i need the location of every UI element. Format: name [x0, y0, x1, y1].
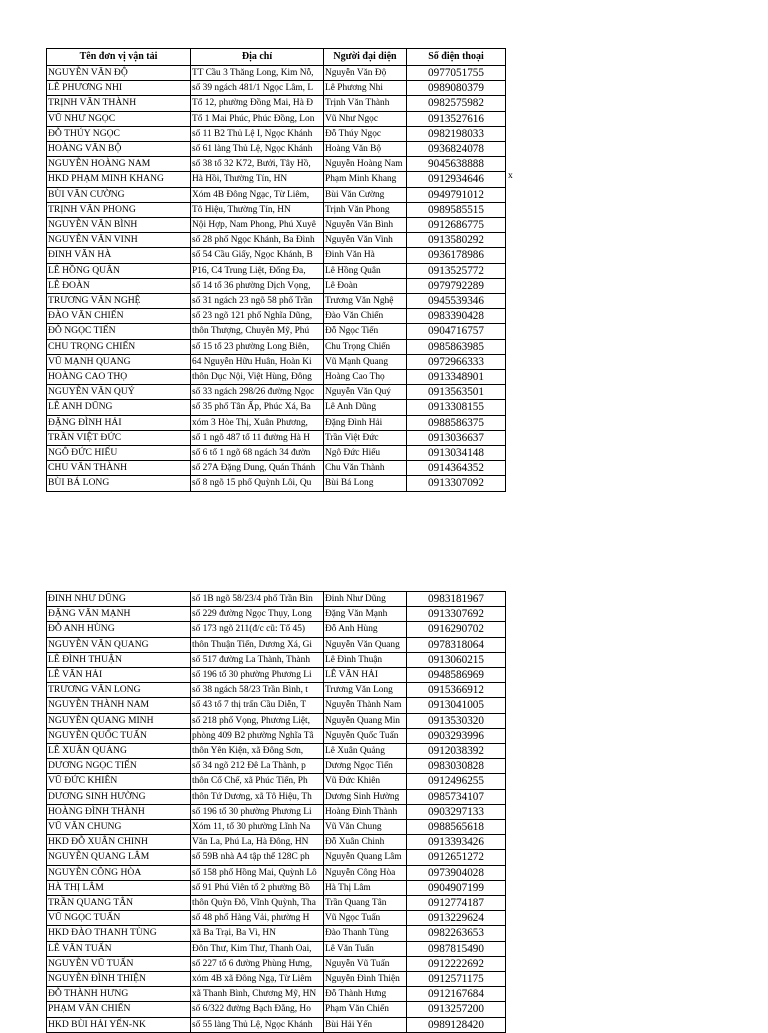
- phone-cell: 0988565618: [407, 820, 506, 835]
- address-cell: thôn Dục Nội, Việt Hùng, Đông: [191, 370, 324, 385]
- representative-cell: Vũ Văn Chung: [324, 820, 407, 835]
- company-name-cell: DƯƠNG SINH HƯỜNG: [47, 789, 191, 804]
- address-cell: số 39 ngách 481/1 Ngọc Lâm, L: [191, 81, 324, 96]
- representative-cell: Vũ Mạnh Quang: [324, 354, 407, 369]
- address-cell: số 38 ngách 58/23 Trần Bình, t: [191, 683, 324, 698]
- company-name-cell: VŨ VĂN CHUNG: [47, 820, 191, 835]
- table-row: [47, 896, 506, 911]
- company-name-cell: ĐẶNG ĐÌNH HẢI: [47, 415, 191, 430]
- table-row: [47, 744, 506, 759]
- representative-cell: Trịnh Văn Phong: [324, 202, 407, 217]
- phone-cell: 0978318064: [407, 637, 506, 652]
- address-cell: số 517 đường La Thành, Thành: [191, 652, 324, 667]
- company-name-cell: ĐÀO VĂN CHIẾN: [47, 309, 191, 324]
- phone-cell: 0913307692: [407, 607, 506, 622]
- company-name-cell: ĐỖ THÀNH HƯNG: [47, 987, 191, 1002]
- address-cell: Hà Hồi, Thường Tín, HN: [191, 172, 324, 187]
- phone-cell: 0913525772: [407, 263, 506, 278]
- phone-cell: 0913308155: [407, 400, 506, 415]
- address-cell: số 173 ngõ 211(đ/c cũ: Tổ 45): [191, 622, 324, 637]
- company-name-cell: HOÀNG ĐÌNH THÀNH: [47, 804, 191, 819]
- phone-cell: 0972966333: [407, 354, 506, 369]
- phone-cell: 0904716757: [407, 324, 506, 339]
- company-name-cell: HKD PHẠM MINH KHANG: [47, 172, 191, 187]
- phone-cell: 0913307092: [407, 476, 506, 491]
- address-cell: Đôn Thư, Kim Thư, Thanh Oai,: [191, 941, 324, 956]
- representative-cell: LÊ VĂN HẢI: [324, 668, 407, 683]
- phone-cell: 0945539346: [407, 294, 506, 309]
- table-row: [47, 592, 506, 607]
- phone-cell: 0989080379: [407, 81, 506, 96]
- company-name-cell: BÙI VĂN CƯỜNG: [47, 187, 191, 202]
- phone-cell: 0914364352: [407, 461, 506, 476]
- representative-cell: Nguyễn Vũ Tuấn: [324, 956, 407, 971]
- phone-cell: 0913563501: [407, 385, 506, 400]
- header-phone: Số điện thoại: [407, 49, 506, 66]
- address-cell: số 14 tổ 36 phường Dịch Vọng,: [191, 278, 324, 293]
- representative-cell: Dương Sinh Hường: [324, 789, 407, 804]
- phone-cell: 0989128420: [407, 1017, 506, 1032]
- table-row: [47, 126, 506, 141]
- company-name-cell: HKD ĐÀO THANH TÙNG: [47, 926, 191, 941]
- address-cell: P16, C4 Trung Liệt, Đống Đa,: [191, 263, 324, 278]
- representative-cell: Đào Thanh Tùng: [324, 926, 407, 941]
- phone-cell: 0977051755: [407, 66, 506, 81]
- table-row: [47, 400, 506, 415]
- table-body-bottom: [47, 592, 506, 1033]
- phone-cell: 0912038392: [407, 744, 506, 759]
- table-row: [47, 461, 506, 476]
- phone-cell: 0912651272: [407, 850, 506, 865]
- table-row: [47, 850, 506, 865]
- representative-cell: Đỗ Thúy Ngọc: [324, 126, 407, 141]
- table-row: [47, 713, 506, 728]
- representative-cell: Chu Trọng Chiến: [324, 339, 407, 354]
- representative-cell: Nguyễn Văn Vinh: [324, 233, 407, 248]
- address-cell: Xóm 11, tổ 30 phường Lĩnh Na: [191, 820, 324, 835]
- phone-cell: 0948586969: [407, 668, 506, 683]
- phone-cell: 9045638888: [407, 157, 506, 172]
- phone-cell: 0913229624: [407, 911, 506, 926]
- address-cell: số 23 ngõ 121 phố Nghĩa Dũng,: [191, 309, 324, 324]
- address-cell: số 91 Phú Viên tổ 2 phường Bồ: [191, 880, 324, 895]
- table-row: [47, 941, 506, 956]
- company-name-cell: NGUYỄN THÀNH NAM: [47, 698, 191, 713]
- company-name-cell: VŨ ĐỨC KHIÊN: [47, 774, 191, 789]
- phone-cell: 0983030828: [407, 759, 506, 774]
- table-row: [47, 1002, 506, 1017]
- phone-cell: 0912686775: [407, 218, 506, 233]
- company-name-cell: ĐẶNG VĂN MẠNH: [47, 607, 191, 622]
- company-name-cell: NGÔ ĐỨC HIẾU: [47, 446, 191, 461]
- representative-cell: Lê Phương Nhi: [324, 81, 407, 96]
- company-name-cell: LÊ HỒNG QUÂN: [47, 263, 191, 278]
- table-row: [47, 324, 506, 339]
- company-name-cell: LÊ ĐOÀN: [47, 278, 191, 293]
- address-cell: thôn Tứ Dương, xã Tô Hiệu, Th: [191, 789, 324, 804]
- table-row: [47, 96, 506, 111]
- representative-cell: Lê Hồng Quân: [324, 263, 407, 278]
- representative-cell: Trương Văn Nghệ: [324, 294, 407, 309]
- phone-cell: 0912934646: [407, 172, 506, 187]
- company-name-cell: TRỊNH VĂN PHONG: [47, 202, 191, 217]
- phone-cell: 0903293996: [407, 728, 506, 743]
- table-row: [47, 111, 506, 126]
- representative-cell: Nguyễn Quốc Tuấn: [324, 728, 407, 743]
- table-row: [47, 339, 506, 354]
- company-name-cell: NGUYỄN VĂN BÌNH: [47, 218, 191, 233]
- company-name-cell: NGUYỄN QUANG LÂM: [47, 850, 191, 865]
- address-cell: số 227 tổ 6 đường Phùng Hưng,: [191, 956, 324, 971]
- table-row: [47, 81, 506, 96]
- address-cell: số 55 làng Thủ Lệ, Ngọc Khánh: [191, 1017, 324, 1032]
- table-row: [47, 1017, 506, 1032]
- company-name-cell: CHU TRỌNG CHIẾN: [47, 339, 191, 354]
- table-row: [47, 476, 506, 491]
- representative-cell: Chu Văn Thành: [324, 461, 407, 476]
- representative-cell: Hoàng Đình Thành: [324, 804, 407, 819]
- representative-cell: Vũ Ngọc Tuấn: [324, 911, 407, 926]
- table-row: [47, 385, 506, 400]
- table-row: [47, 637, 506, 652]
- company-name-cell: NGUYỄN CÔNG HÒA: [47, 865, 191, 880]
- phone-cell: 0979792289: [407, 278, 506, 293]
- address-cell: thôn Thuận Tiến, Dương Xá, Gi: [191, 637, 324, 652]
- phone-cell: 0983181967: [407, 592, 506, 607]
- table-row: [47, 66, 506, 81]
- phone-cell: 0913527616: [407, 111, 506, 126]
- phone-cell: 0912167684: [407, 987, 506, 1002]
- company-name-cell: BÙI BÁ LONG: [47, 476, 191, 491]
- representative-cell: Đỗ Xuân Chinh: [324, 835, 407, 850]
- representative-cell: Đỗ Ngọc Tiến: [324, 324, 407, 339]
- address-cell: thôn Thượng, Chuyên Mỹ, Phú: [191, 324, 324, 339]
- company-name-cell: TRỊNH VĂN THÀNH: [47, 96, 191, 111]
- representative-cell: Trần Việt Đức: [324, 430, 407, 445]
- company-name-cell: TRƯƠNG VĂN LONG: [47, 683, 191, 698]
- phone-cell: 0949791012: [407, 187, 506, 202]
- table-row: [47, 187, 506, 202]
- address-cell: số 28 phố Ngọc Khánh, Ba Đình: [191, 233, 324, 248]
- representative-cell: Trương Văn Long: [324, 683, 407, 698]
- representative-cell: Đinh Như Dũng: [324, 592, 407, 607]
- company-name-cell: HKD BÙI HẢI YẾN-NK: [47, 1017, 191, 1032]
- table-row: [47, 263, 506, 278]
- table-row: [47, 880, 506, 895]
- representative-cell: Nguyễn Quang Min: [324, 713, 407, 728]
- table-row: [47, 202, 506, 217]
- company-name-cell: LÊ VĂN HẢI: [47, 668, 191, 683]
- representative-cell: Lê Đình Thuận: [324, 652, 407, 667]
- table-row: [47, 157, 506, 172]
- table-row: [47, 622, 506, 637]
- address-cell: Xóm 4B Đông Ngạc, Từ Liêm,: [191, 187, 324, 202]
- representative-cell: Trần Quang Tân: [324, 896, 407, 911]
- table-row: [47, 668, 506, 683]
- address-cell: Tổ 1 Mai Phúc, Phúc Đồng, Lon: [191, 111, 324, 126]
- address-cell: số 59B nhà A4 tập thể 128C ph: [191, 850, 324, 865]
- address-cell: Nội Hợp, Nam Phong, Phú Xuyê: [191, 218, 324, 233]
- table-row: [47, 370, 506, 385]
- company-name-cell: TRƯƠNG VĂN NGHỆ: [47, 294, 191, 309]
- phone-cell: 0982198033: [407, 126, 506, 141]
- address-cell: xã Thanh Bình, Chương Mỹ, HN: [191, 987, 324, 1002]
- address-cell: số 54 Cầu Giấy, Ngọc Khánh, B: [191, 248, 324, 263]
- table-row: [47, 835, 506, 850]
- table-row: [47, 820, 506, 835]
- phone-cell: 0916290702: [407, 622, 506, 637]
- representative-cell: Bùi Văn Cường: [324, 187, 407, 202]
- phone-cell: 0936178986: [407, 248, 506, 263]
- representative-cell: Lê Đoàn: [324, 278, 407, 293]
- representative-cell: Nguyễn Quang Lâm: [324, 850, 407, 865]
- representative-cell: Vũ Đức Khiên: [324, 774, 407, 789]
- table-body-top: [47, 66, 506, 492]
- representative-cell: Đặng Đình Hải: [324, 415, 407, 430]
- address-cell: thôn Quỳn Đô, Vĩnh Quỳnh, Tha: [191, 896, 324, 911]
- representative-cell: Lê Xuân Quảng: [324, 744, 407, 759]
- address-cell: phòng 409 B2 phường Nghĩa Tâ: [191, 728, 324, 743]
- table-row: [47, 956, 506, 971]
- phone-cell: 0912571175: [407, 972, 506, 987]
- representative-cell: Phạm Minh Khang: [324, 172, 407, 187]
- address-cell: số 6 tổ 1 ngõ 68 ngách 34 đườn: [191, 446, 324, 461]
- representative-cell: Nguyễn Hoàng Nam: [324, 157, 407, 172]
- company-name-cell: NGUYỄN VĂN ĐỘ: [47, 66, 191, 81]
- company-name-cell: ĐINH VĂN HÀ: [47, 248, 191, 263]
- phone-cell: 0912222692: [407, 956, 506, 971]
- company-name-cell: VŨ MẠNH QUANG: [47, 354, 191, 369]
- company-name-cell: NGUYỄN ĐÌNH THIỆN: [47, 972, 191, 987]
- table-row: [47, 865, 506, 880]
- phone-cell: 0985863985: [407, 339, 506, 354]
- representative-cell: Nguyễn Văn Quang: [324, 637, 407, 652]
- company-name-cell: NGUYỄN VĂN VINH: [47, 233, 191, 248]
- table-row: [47, 911, 506, 926]
- table-row: [47, 248, 506, 263]
- table-row: [47, 683, 506, 698]
- representative-cell: Lê Văn Tuấn: [324, 941, 407, 956]
- address-cell: số 35 phố Tân Ấp, Phúc Xá, Ba: [191, 400, 324, 415]
- company-name-cell: LÊ VĂN TUẤN: [47, 941, 191, 956]
- phone-cell: 0913393426: [407, 835, 506, 850]
- table-row: [47, 446, 506, 461]
- company-name-cell: DƯƠNG NGỌC TIẾN: [47, 759, 191, 774]
- address-cell: số 61 làng Thủ Lệ, Ngọc Khánh: [191, 142, 324, 157]
- phone-cell: 0989585515: [407, 202, 506, 217]
- company-name-cell: NGUYỄN HOÀNG NAM: [47, 157, 191, 172]
- address-cell: Văn La, Phú La, Hà Đông, HN: [191, 835, 324, 850]
- address-cell: số 158 phố Hồng Mai, Quỳnh Lô: [191, 865, 324, 880]
- company-name-cell: HOÀNG VĂN BỘ: [47, 142, 191, 157]
- table-row: [47, 926, 506, 941]
- phone-cell: 0912496255: [407, 774, 506, 789]
- company-name-cell: ĐỖ THÚY NGỌC: [47, 126, 191, 141]
- table-row: [47, 804, 506, 819]
- address-cell: Tổ 12, phường Đồng Mai, Hà Đ: [191, 96, 324, 111]
- table-row: [47, 789, 506, 804]
- company-name-cell: VŨ NGỌC TUẤN: [47, 911, 191, 926]
- phone-cell: 0913530320: [407, 713, 506, 728]
- header-address: Địa chỉ: [191, 49, 324, 66]
- stray-mark: x: [508, 171, 513, 181]
- transport-table-bottom: [46, 591, 506, 1033]
- representative-cell: Hoàng Văn Bộ: [324, 142, 407, 157]
- phone-cell: 0913257200: [407, 1002, 506, 1017]
- address-cell: số 48 phố Hàng Vải, phường H: [191, 911, 324, 926]
- address-cell: thôn Yên Kiện, xã Đông Sơn,: [191, 744, 324, 759]
- table-row: [47, 987, 506, 1002]
- transport-table-top: [46, 48, 506, 492]
- table-row: [47, 652, 506, 667]
- representative-cell: Trịnh Văn Thành: [324, 96, 407, 111]
- table-row: [47, 415, 506, 430]
- company-name-cell: ĐỖ NGỌC TIẾN: [47, 324, 191, 339]
- company-name-cell: LÊ ĐÌNH THUẬN: [47, 652, 191, 667]
- address-cell: số 229 đường Ngọc Thụy, Long: [191, 607, 324, 622]
- address-cell: số 38 tổ 32 K72, Bưởi, Tây Hồ,: [191, 157, 324, 172]
- phone-cell: 0988586375: [407, 415, 506, 430]
- table-row: [47, 698, 506, 713]
- representative-cell: Vũ Như Ngọc: [324, 111, 407, 126]
- phone-cell: 0912774187: [407, 896, 506, 911]
- table-row: [47, 759, 506, 774]
- table-row: [47, 774, 506, 789]
- representative-cell: Nguyễn Văn Bình: [324, 218, 407, 233]
- table-row: [47, 972, 506, 987]
- header-representative: Người đại diện: [324, 49, 407, 66]
- address-cell: số 8 ngõ 15 phố Quỳnh Lôi, Qu: [191, 476, 324, 491]
- table-row: [47, 430, 506, 445]
- representative-cell: Đào Văn Chiến: [324, 309, 407, 324]
- address-cell: số 15 tổ 23 phường Long Biên,: [191, 339, 324, 354]
- company-name-cell: LÊ ANH DŨNG: [47, 400, 191, 415]
- table-row: [47, 142, 506, 157]
- table-row: [47, 172, 506, 187]
- table-row: [47, 354, 506, 369]
- representative-cell: Nguyễn Công Hòa: [324, 865, 407, 880]
- phone-cell: 0913041005: [407, 698, 506, 713]
- address-cell: 64 Nguyễn Hữu Huân, Hoàn Ki: [191, 354, 324, 369]
- table-row: [47, 309, 506, 324]
- representative-cell: Hoàng Cao Thọ: [324, 370, 407, 385]
- address-cell: TT Cầu 3 Thăng Long, Kim Nỗ,: [191, 66, 324, 81]
- address-cell: số 31 ngách 23 ngõ 58 phố Trần: [191, 294, 324, 309]
- company-name-cell: NGUYỄN QUỐC TUẤN: [47, 728, 191, 743]
- company-name-cell: CHU VĂN THÀNH: [47, 461, 191, 476]
- phone-cell: 0904907199: [407, 880, 506, 895]
- representative-cell: Dương Ngọc Tiến: [324, 759, 407, 774]
- phone-cell: 0982263653: [407, 926, 506, 941]
- representative-cell: Ngô Đức Hiếu: [324, 446, 407, 461]
- company-name-cell: LÊ PHƯƠNG NHI: [47, 81, 191, 96]
- address-cell: số 218 phố Vọng, Phương Liệt,: [191, 713, 324, 728]
- company-name-cell: HOÀNG CAO THỌ: [47, 370, 191, 385]
- representative-cell: Hà Thị Lâm: [324, 880, 407, 895]
- address-cell: số 33 ngách 298/26 đường Ngọc: [191, 385, 324, 400]
- table-row: [47, 728, 506, 743]
- address-cell: số 43 tổ 7 thị trấn Cầu Diễn, T: [191, 698, 324, 713]
- table-row: [47, 294, 506, 309]
- phone-cell: 0936824078: [407, 142, 506, 157]
- phone-cell: 0913060215: [407, 652, 506, 667]
- phone-cell: 0913034148: [407, 446, 506, 461]
- address-cell: số 34 ngõ 212 Đê La Thành, p: [191, 759, 324, 774]
- address-cell: số 196 tổ 30 phường Phương Li: [191, 668, 324, 683]
- company-name-cell: TRẦN VIỆT ĐỨC: [47, 430, 191, 445]
- representative-cell: Lê Anh Dũng: [324, 400, 407, 415]
- phone-cell: 0985734107: [407, 789, 506, 804]
- address-cell: xóm 4B xã Đông Ngạ, Từ Liêm: [191, 972, 324, 987]
- phone-cell: 0913036637: [407, 430, 506, 445]
- company-name-cell: ĐINH NHƯ DŨNG: [47, 592, 191, 607]
- phone-cell: 0982575982: [407, 96, 506, 111]
- address-cell: số 1B ngõ 58/23/4 phố Trần Bìn: [191, 592, 324, 607]
- table-row: [47, 278, 506, 293]
- company-name-cell: HKD ĐỖ XUÂN CHINH: [47, 835, 191, 850]
- address-cell: xã Ba Trại, Ba Vì, HN: [191, 926, 324, 941]
- representative-cell: Phạm Văn Chiến: [324, 1002, 407, 1017]
- address-cell: Tô Hiệu, Thường Tín, HN: [191, 202, 324, 217]
- representative-cell: Nguyễn Văn Quý: [324, 385, 407, 400]
- company-name-cell: NGUYỄN VĂN QUÝ: [47, 385, 191, 400]
- address-cell: số 27A Đặng Dung, Quán Thánh: [191, 461, 324, 476]
- representative-cell: Nguyễn Đình Thiện: [324, 972, 407, 987]
- table-row: [47, 218, 506, 233]
- address-cell: số 11 B2 Thủ Lệ I, Ngọc Khánh: [191, 126, 324, 141]
- phone-cell: 0903297133: [407, 804, 506, 819]
- address-cell: số 196 tổ 30 phường Phương Li: [191, 804, 324, 819]
- representative-cell: Bùi Hải Yến: [324, 1017, 407, 1032]
- phone-cell: 0913580292: [407, 233, 506, 248]
- company-name-cell: NGUYỄN QUANG MINH: [47, 713, 191, 728]
- representative-cell: Đỗ Anh Hùng: [324, 622, 407, 637]
- representative-cell: Đặng Văn Mạnh: [324, 607, 407, 622]
- phone-cell: 0987815490: [407, 941, 506, 956]
- header-company: Tên đơn vị vận tải: [47, 49, 191, 66]
- table-row: [47, 607, 506, 622]
- address-cell: xóm 3 Hòe Thị, Xuân Phương,: [191, 415, 324, 430]
- phone-cell: 0973904028: [407, 865, 506, 880]
- address-cell: số 1 ngõ 487 tổ 11 đường Hà H: [191, 430, 324, 445]
- phone-cell: 0913348901: [407, 370, 506, 385]
- address-cell: số 6/322 đường Bạch Đằng, Ho: [191, 1002, 324, 1017]
- company-name-cell: TRẦN QUANG TÂN: [47, 896, 191, 911]
- company-name-cell: LÊ XUÂN QUẢNG: [47, 744, 191, 759]
- representative-cell: Đỗ Thành Hưng: [324, 987, 407, 1002]
- company-name-cell: NGUYỄN VŨ TUẤN: [47, 956, 191, 971]
- company-name-cell: ĐỖ ANH HÙNG: [47, 622, 191, 637]
- address-cell: thôn Cổ Chế, xã Phúc Tiến, Ph: [191, 774, 324, 789]
- company-name-cell: PHẠM VĂN CHIẾN: [47, 1002, 191, 1017]
- representative-cell: Nguyễn Văn Độ: [324, 66, 407, 81]
- phone-cell: 0915366912: [407, 683, 506, 698]
- phone-cell: 0983390428: [407, 309, 506, 324]
- representative-cell: Nguyễn Thành Nam: [324, 698, 407, 713]
- representative-cell: Bùi Bá Long: [324, 476, 407, 491]
- company-name-cell: VŨ NHƯ NGỌC: [47, 111, 191, 126]
- table-row: [47, 233, 506, 248]
- company-name-cell: HÀ THỊ LÂM: [47, 880, 191, 895]
- company-name-cell: NGUYỄN VĂN QUANG: [47, 637, 191, 652]
- representative-cell: Đinh Văn Hà: [324, 248, 407, 263]
- header-row: [47, 49, 506, 66]
